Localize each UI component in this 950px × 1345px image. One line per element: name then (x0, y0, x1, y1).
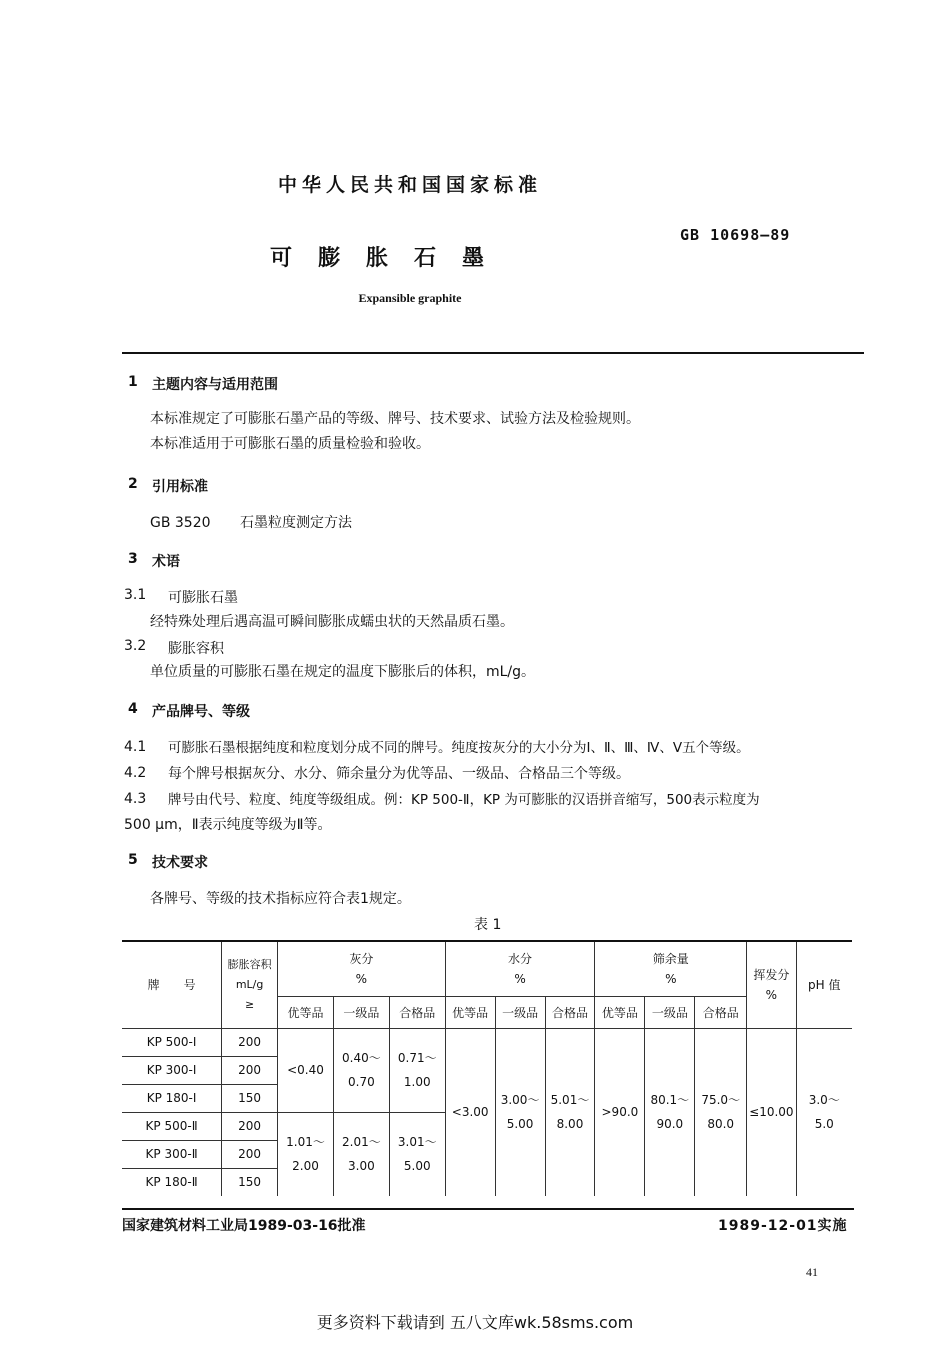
ash-II-qualified-to: 5.00 (403, 1159, 431, 1174)
reference-name: 石墨粒度测定方法 (240, 515, 352, 531)
brand-cell: KP 500-Ⅱ (122, 1112, 222, 1140)
term-2-definition: 单位质量的可膨胀石墨在规定的温度下膨胀后的体积，mL/g。 (150, 664, 536, 680)
section-4-number: 4 (128, 701, 138, 717)
standard-category-title: 中华人民共和国国家标准 (277, 174, 542, 196)
section-5-number: 5 (128, 852, 138, 868)
sieve-first-from: 80.1～ (650, 1093, 690, 1108)
section-5-title: 技术要求 (152, 855, 208, 871)
ash-I-first-from: 0.40～ (342, 1051, 381, 1065)
page-number: 41 (806, 1265, 818, 1279)
sieve-first (645, 1028, 695, 1196)
ash-II-qualified-from: 3.01～ (397, 1135, 437, 1150)
grade-premium-ash: 优等品 (278, 996, 334, 1028)
header-expansion-volume-unit: mL/g (235, 977, 264, 991)
section-2-number: 2 (128, 476, 138, 492)
document-title: 可膨胀石墨 (270, 246, 511, 271)
watermark-text: 更多资料下载请到 五八文库wk.58sms.com (316, 1313, 634, 1332)
ash-I-premium: <0.40 (278, 1028, 334, 1112)
ash-II-premium-from: 1.01～ (286, 1135, 325, 1150)
header-ph: pH 值 (796, 941, 852, 1028)
ash-I-first-to: 0.70 (348, 1075, 375, 1089)
section-2-title: 引用标准 (152, 479, 208, 495)
ph-to: 5.0 (814, 1117, 834, 1132)
standard-number: GB 10698—89 (680, 226, 791, 244)
header-water-unit: % (514, 971, 526, 986)
header-ash-unit: % (355, 971, 368, 986)
water-first (495, 1028, 545, 1196)
volatile-cell: ≤10.00 (747, 1028, 796, 1196)
reference-code: GB 3520 (150, 515, 211, 531)
brand-cell: KP 180-Ⅱ (145, 1175, 198, 1190)
volume-cell: 200 (222, 1028, 278, 1056)
grade-qualified-water: 合格品 (545, 996, 595, 1028)
water-qualified (545, 1028, 595, 1196)
clause-4-1-text: 可膨胀石墨根据纯度和粒度划分成不同的牌号。纯度按灰分的大小分为Ⅰ、Ⅱ、Ⅲ、Ⅳ、Ⅴ五个等级。 (168, 740, 750, 756)
header-water-label: 水分 (508, 951, 533, 966)
footer-divider (122, 1208, 854, 1210)
ash-II-premium (278, 1112, 334, 1196)
section-3-title: 术语 (152, 554, 180, 570)
spec-table (122, 940, 852, 1196)
header-expansion-volume (222, 941, 278, 1028)
term-2-number: 3.2 (124, 638, 147, 654)
section-1-paragraph-2: 本标准适用于可膨胀石墨的质量检验和验收。 (150, 436, 430, 452)
section-4-title: 产品牌号、等级 (152, 704, 250, 720)
sieve-qualified-to: 80.0 (707, 1117, 735, 1132)
term-2-name: 膨胀容积 (168, 641, 224, 657)
header-sieve-unit: % (665, 971, 677, 986)
ash-II-qualified (389, 1112, 445, 1196)
sieve-qualified-from: 75.0～ (701, 1093, 741, 1108)
volume-cell: 200 (222, 1112, 278, 1140)
clause-4-2-number: 4.2 (124, 765, 147, 781)
header-brand: 牌 号 (122, 941, 222, 1028)
brand-cell: KP 300-Ⅱ (122, 1140, 222, 1168)
section-1-paragraph-1: 本标准规定了可膨胀石墨产品的等级、牌号、技术要求、试验方法及检验规则。 (150, 411, 640, 427)
section-1-number: 1 (128, 374, 138, 390)
sieve-qualified (695, 1028, 747, 1196)
grade-first-sieve: 一级品 (645, 996, 695, 1028)
sieve-first-to: 90.0 (656, 1117, 684, 1132)
header-volatile (747, 941, 796, 1028)
ash-II-first-to: 3.00 (348, 1159, 375, 1174)
brand-cell: KP 180-Ⅰ (122, 1084, 222, 1112)
ash-I-first (333, 1028, 389, 1112)
water-first-to: 5.00 (506, 1117, 534, 1132)
header-sieve-residue (595, 941, 747, 996)
brand-cell: KP 500-Ⅰ (122, 1028, 222, 1056)
volume-cell: 200 (222, 1140, 278, 1168)
volume-cell: 150 (222, 1168, 278, 1196)
ash-I-qualified (389, 1028, 445, 1112)
implementation-date: 1989-12-01实施 (718, 1218, 848, 1234)
ph-from: 3.0～ (808, 1093, 840, 1108)
header-ash-label: 灰分 (349, 951, 374, 966)
header-water (445, 941, 595, 996)
water-premium: <3.00 (445, 1028, 495, 1196)
approval-line: 国家建筑材料工业局1989-03-16批准 (122, 1218, 366, 1234)
header-expansion-volume-label: 膨胀容积 (227, 957, 272, 971)
section-5-intro: 各牌号、等级的技术指标应符合表1规定。 (150, 891, 411, 907)
grade-first-ash: 一级品 (333, 996, 389, 1028)
term-1-name: 可膨胀石墨 (168, 590, 238, 606)
header-sieve-label: 筛余量 (652, 951, 689, 966)
ash-II-first-from: 2.01～ (342, 1135, 381, 1150)
clause-4-1-number: 4.1 (124, 739, 147, 755)
section-3-number: 3 (128, 551, 138, 567)
table-row (122, 1028, 852, 1056)
header-divider (122, 352, 864, 354)
water-qualified-to: 8.00 (556, 1117, 584, 1132)
header-expansion-volume-symbol: ≥ (245, 997, 255, 1011)
header-volatile-label: 挥发分 (753, 967, 790, 982)
sieve-premium: >90.0 (595, 1028, 645, 1196)
grade-premium-sieve: 优等品 (595, 996, 645, 1028)
ash-II-first (333, 1112, 389, 1196)
clause-4-3-text-cont: 500 μm，Ⅱ表示纯度等级为Ⅱ等。 (124, 817, 332, 833)
table-caption: 表 1 (474, 917, 502, 933)
section-1-title: 主题内容与适用范围 (152, 377, 278, 393)
volume-cell: 200 (222, 1056, 278, 1084)
water-qualified-from: 5.01～ (550, 1093, 590, 1108)
clause-4-3-number: 4.3 (124, 791, 147, 807)
grade-qualified-sieve: 合格品 (695, 996, 747, 1028)
volume-cell: 150 (222, 1084, 278, 1112)
ash-I-qualified-to: 1.00 (403, 1075, 431, 1089)
brand-cell: KP 300-Ⅰ (122, 1056, 222, 1084)
clause-4-2-text: 每个牌号根据灰分、水分、筛余量分为优等品、一级品、合格品三个等级。 (168, 766, 630, 782)
water-first-from: 3.00～ (500, 1093, 540, 1108)
document-title-english: Expansible graphite (358, 291, 462, 305)
header-ash (278, 941, 446, 996)
ash-I-qualified-from: 0.71～ (397, 1051, 437, 1065)
grade-qualified-ash: 合格品 (389, 996, 445, 1028)
term-1-number: 3.1 (124, 587, 147, 603)
ash-II-premium-to: 2.00 (292, 1159, 319, 1174)
header-volatile-unit: % (765, 987, 778, 1002)
grade-first-water: 一级品 (495, 996, 545, 1028)
ph-cell (796, 1028, 852, 1196)
term-1-definition: 经特殊处理后遇高温可瞬间膨胀成蠕虫状的天然晶质石墨。 (150, 614, 514, 630)
grade-premium-water: 优等品 (445, 996, 495, 1028)
clause-4-3-text: 牌号由代号、粒度、纯度等级组成。例：KP 500-Ⅱ，KP 为可膨胀的汉语拼音缩写，500表示粒度为 (168, 792, 760, 808)
